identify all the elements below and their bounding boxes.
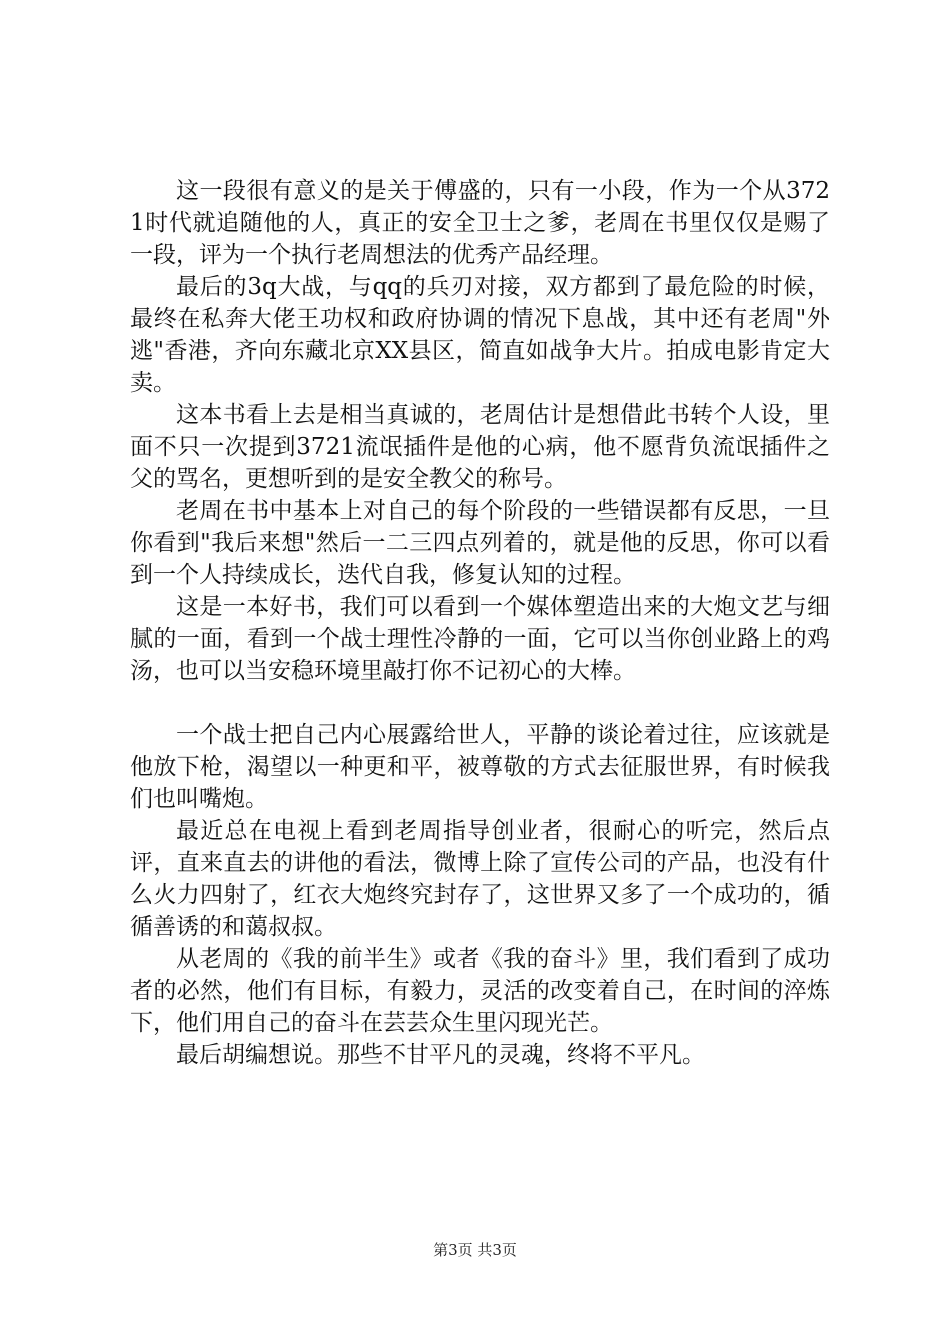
paragraph: 最后的3q大战，与qq的兵刃对接，双方都到了最危险的时候，最终在私奔大佬王功权和政府协调的情况下息战，其中还有老周"外逃"香港，齐向东藏北京XX县区，简直如战争大片。拍成电影肯定大卖。: [130, 274, 830, 396]
paragraph: 最后胡编想说。那些不甘平凡的灵魂，终将不平凡。: [176, 1042, 705, 1068]
paragraph-spacer: [130, 687, 830, 719]
page-footer: [0, 1240, 950, 1260]
paragraph: 最近总在电视上看到老周指导创业者，很耐心的听完，然后点评，直来直去的讲他的看法，微博上除了宣传公司的产品，也没有什么火力四射了，红衣大炮终究封存了，这世界又多了一个成功的，循循善诱的和蔼叔叔。: [130, 818, 830, 940]
page-number: 第3页 共3页: [433, 1241, 517, 1259]
paragraph: 老周在书中基本上对自己的每个阶段的一些错误都有反思，一旦你看到"我后来想"然后一二三四点列着的，就是他的反思，你可以看到一个人持续成长，迭代自我，修复认知的过程。: [130, 498, 830, 588]
paragraph: 一个战士把自己内心展露给世人，平静的谈论着过往，应该就是他放下枪，渴望以一种更和平，被尊敬的方式去征服世界，有时候我们也叫嘴炮。: [130, 722, 830, 812]
paragraph: 从老周的《我的前半生》或者《我的奋斗》里，我们看到了成功者的必然，他们有目标，有毅力，灵活的改变着自己，在时间的淬炼下，他们用自己的奋斗在芸芸众生里闪现光芒。: [130, 946, 830, 1036]
paragraph: 这本书看上去是相当真诚的，老周估计是想借此书转个人设，里面不只一次提到3721流氓插件是他的心病，他不愿背负流氓插件之父的骂名，更想听到的是安全教父的称号。: [130, 402, 830, 492]
paragraph: 这是一本好书，我们可以看到一个媒体塑造出来的大炮文艺与细腻的一面，看到一个战士理性冷静的一面，它可以当你创业路上的鸡汤，也可以当安稳环境里敲打你不记初心的大棒。: [130, 594, 830, 684]
paragraph: 这一段很有意义的是关于傅盛的，只有一小段，作为一个从3721时代就追随他的人，真正的安全卫士之爹，老周在书里仅仅是赐了一段，评为一个执行老周想法的优秀产品经理。: [130, 178, 830, 268]
document-body: [130, 175, 830, 1071]
